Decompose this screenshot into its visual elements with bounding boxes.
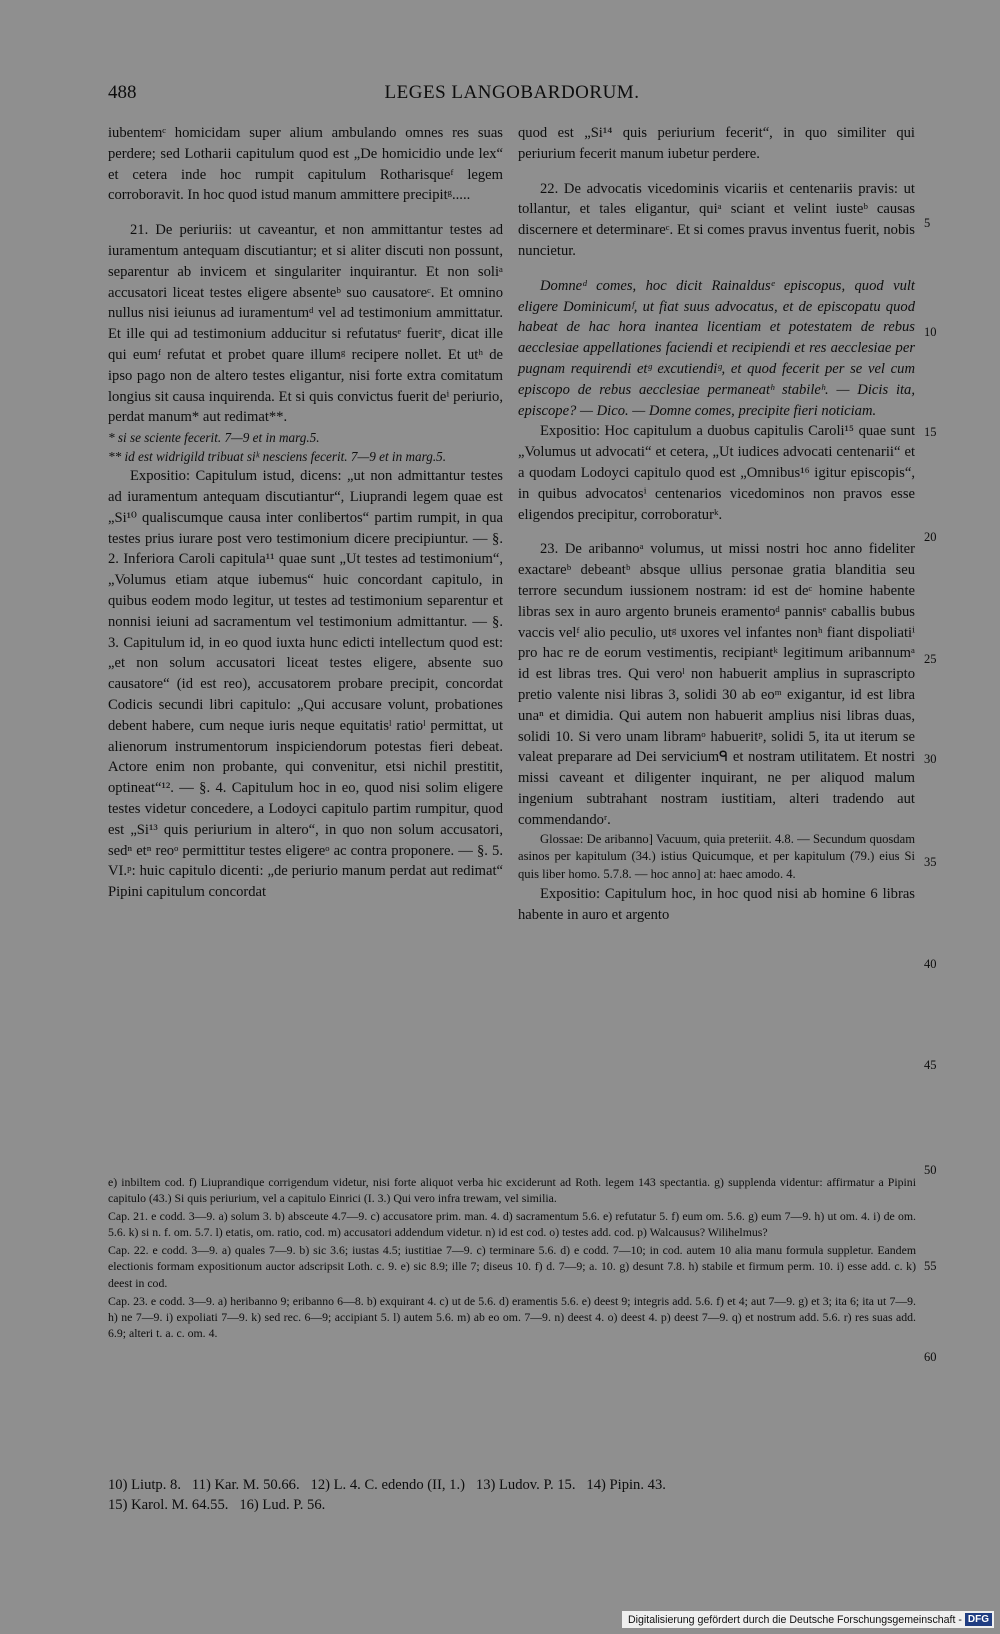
paragraph-gap: [518, 165, 915, 179]
dfg-logo: DFG: [965, 1613, 992, 1626]
right-column: [518, 123, 915, 925]
paragraph-gap: [518, 525, 915, 539]
paragraph: Expositio: Capitulum hoc, in hoc quod nisi ab homine 6 libras habente in auro et argento: [518, 885, 915, 923]
line-number: 5: [924, 216, 931, 230]
line-number: 20: [924, 530, 937, 544]
paragraph: Glossae: De aribanno] Vacuum, quia preteriit. 4.8. — Secundum quosdam asinos per kapitulum (34.) istius Quicumque, et per kapitulum (79.) eius Si quis liber homo. 5.7.8. — hoc anno] at: haec amodo. 4.: [518, 831, 915, 882]
paragraph-gap: [518, 262, 915, 276]
apparatus-entry: Cap. 22. e codd. 3—9. a) quales 7—9. b) sic 3.6; iustas 4.5; iustitiae 7—9. c) terminare 5.6. d) e codd. 7—10; in cod. autem 10 alia manu formula suppletur. Eandem electionis formam expositionum auctor adscripsit Loth. c. 9. e) sic 8.9; ille 7; diseus 10. f) d. 7—9; a. 10. g) desunt 7.8. h) stabile et firmum perm. 10. i) esse add. c. k) deest in cod.: [108, 1243, 916, 1290]
dfg-footer: [622, 1611, 994, 1628]
paragraph: quod est „Si¹⁴ quis periurium fecerit“, in quo similiter qui periurium fecerit manum iubetur perdere.: [518, 125, 915, 162]
line-number: 35: [924, 855, 937, 869]
line-number: 40: [924, 957, 937, 971]
apparatus-entry: e) inbiltem cod. f) Liuprandique corrigendum videtur, nisi forte aliquot verba hic exciderunt ad Roth. legem 143 spectantia. g) supplenda videntur: affirmatur a Pipini capitulo (43.) Si quis periurium, vel a capitulo Einrici (I. 3.) Qui vero infra trewam, vel similia.: [108, 1175, 916, 1206]
line-number: 30: [924, 752, 937, 766]
paragraph: iubentemᶜ homicidam super alium ambulando omnes res suas perdere; sed Lotharii capitulum quod est „De homicidio unde lex“ et cetera inde hoc rumpit capitulum Rotharisqueᶠ legem corroboravit. In hoc quod istud manum ammittere precipitᵍ.....: [108, 125, 503, 204]
paragraph: 22. De advocatis vicedominis vicariis et centenariis pravis: ut tollantur, et tales eligantur, quiᵃ sciant et velint iusteᵇ causas discernere et determinareᶜ. Et si comes pravus inventus fuerit, nobis nuncietur.: [518, 180, 915, 259]
line-number: 45: [924, 1058, 937, 1072]
left-column: [108, 123, 503, 903]
paragraph: 21. De periuriis: ut caveantur, et non ammittantur testes ad iuramentum antequam discutiantur; et si aliter discuti non possunt, separentur ab invicem et singulariter inquirantur. Et non soliᵃ accusatori liceat testes eligere absenteᵇ suo causatoreᶜ. Et omnino nullus nisi ieiunus ad iuramentumᵈ vel ad testimonium ammittatur. Et ille qui ad testimonium adducitur si refutatusᵉ fueritᵉ, dicat ille qui eumᶠ refutat et probet quare illumᵍ recipere nollet. Et utʰ de ipso pago non de altero testes eligantur, nisi forte extra comitatum longius sit causa inquirenda. Et si quis convictus fuerit deⁱ periurio, perdat manum* aut redimat**.: [108, 222, 503, 426]
paragraph: Domneᵈ comes, hoc dicit Rainaldusᵉ episcopus, quod vult eligere Dominicumᶠ, ut fiat suus advocatus, et de episcopatu quod habeat de hac hora inantea licentiam et potestatem de rebus aecclesiae appellationes faciendi et recipiendi et res aecclesiae per pugnam requirendi etᵍ excutiendiᵍ, et quod fecerit per se vel cum episcopo de rebus aecclesiae permaneatʰ stabileʰ. — Dicis ita, episcope? — Dico. — Domne comes, precipite fieri noticiam.: [518, 277, 915, 419]
running-title: LEGES LANGOBARDORUM.: [384, 82, 640, 103]
line-number: 55: [924, 1259, 937, 1273]
line-number: 25: [924, 652, 937, 666]
paragraph: * si se sciente fecerit. 7—9 et in marg.5.: [108, 430, 320, 446]
page-number: 488: [108, 82, 137, 103]
apparatus-entry: Cap. 21. e codd. 3—9. a) solum 3. b) absceute 4.7—9. c) accusatore prim. man. 4. d) sacramentum 5.6. e) refutatur 5. f) eum om. 5.6. g) eum 7—9. h) ut om. 4. i) de om. 5.6. k) si n. f. om. 5.7. l) etatis, om. ratio, cod. m) accusatori addendum videtur. n) id est cod. o) testes add. cod. p) Walcausus? Wilihelmus?: [108, 1209, 916, 1240]
apparatus-entry: Cap. 23. e codd. 3—9. a) heribanno 9; eribanno 6—8. b) exquirant 4. c) ut de 5.6. d) eramentis 5.6. e) deest 9; integris add. 5.6. f) et 4; aut 7—9. g) et 3; ita 6; ita ut 7—9. h) ne 7—9. i) expoliati 7—9. k) sed rec. 6—9; accipiant 5. l) autem 5.6. m) ab eo om. 7—9. n) deest 4. o) deest 4. p) deest 7—9. q) et nostrum add. 5.6. r) res suas add. 6.9; alteri t. a. c. om. 4.: [108, 1293, 916, 1340]
paragraph-gap: [108, 206, 503, 220]
source-references: [108, 1475, 916, 1516]
reference-line: 10) Liutp. 8. 11) Kar. M. 50.66. 12) L. 4. C. edendo (II, 1.) 13) Ludov. P. 15. 14) Pipin. 43.: [108, 1477, 666, 1493]
line-number: 60: [924, 1350, 937, 1364]
line-number: 15: [924, 425, 937, 439]
paragraph: Expositio: Capitulum istud, dicens: „ut non admittantur testes ad iuramentum antequam discutiantur“, Liuprandi legem quae est „Si¹⁰ qualiscumque causa inter conlibertos“ partim rumpit, in qua testes prius iurare post vero testimonium dicere precipiuntur. — §. 2. Inferiora Caroli capitula¹¹ quae sunt „Ut testes ad testimonium“, „Volumus etiam atque iubemus“ huic concordant capitulo, in quibus eodem modo legitur, ut testes ad testimonium separentur et nonnisi ieiuni ad sacramentum vel testimonium admittantur. — §. 3. Capitulum id, in eo quod iuxta hunc edicti intellectum quod est: „et non solum accusatori liceat testes eligere, absente suo causatore“ (id est reo), accusatorem probare precipit, concordat Codicis secundi libri capitulo: „Qui accusare volunt, probationes debent habere, cum neque iuris neque equitatisˡ ratioˡ permittat, ut alienorum instrumentorum inspiciendorum potestas fieri debeat. Actore enim non probante, qui convenitur, etsi nichil prestitit, optineat“¹². — §. 4. Capitulum hoc in eo, quod nisi solim eligere testes videtur concedere, a Lodoyci capitulo partim rumpitur, quod est „Si¹³ quis periurium in altero“, in quo non solum accusatori, sedⁿ etⁿ reoᵒ permittitur testes eligereᵒ ac contra proponere. — §. 5. VI.ᵖ: huic capitulo dicenti: „de periurio manum perdat aut redimat“ Pipini capitulum concordat: [108, 468, 503, 901]
paragraph: ** id est widrigild tribuat siᵏ nesciens fecerit. 7—9 et in marg.5.: [108, 449, 447, 465]
page-header: [108, 82, 916, 110]
paragraph: Expositio: Hoc capitulum a duobus capitulis Caroli¹⁵ quae sunt „Volumus ut advocati“ et cetera, „Ut iudices advocati centenarii“ et a quodam Lodoyci capitulo quod est „Omnibus¹⁶ igitur episcopis“, in quibus advocatosⁱ centenarios vicedominos non pravos esse eligendos precipitur, corroboraturᵏ.: [518, 423, 915, 523]
paragraph: 23. De aribannoᵃ volumus, ut missi nostri hoc anno fideliter exactareᵇ debeantᵇ absque ullius personae gratia blanditia seu terrore secundum iussionem nostram: id est deᶜ homine habente libras sex in auro argento bruneis eramentoᵈ pannisᵉ caballis bubus vaccis velᶠ alio peculio, utᵍ uxores vel infantes nonʰ fiant dispoliatiⁱ pro hac re de eorum vestimentis, recipiantᵏ legitimum aribannumᵃ id est libras tres. Qui veroˡ non habuerit amplius in suprascripto pretio valente nisi libras 3, solidi 30 ab eoᵐ exigantur, id est libra unaⁿ et dimidia. Qui autem non habuerit amplius nisi libras duas, solidi 10. Si vero unam libramᵒ habueritᵖ, solidi 5, ita ut iterum se valeat preparare ad Dei serviciumᑫ et nostram utilitatem. Et nostri missi caveant et diligenter inquirant, ne per aliquod malum ingenium subtrahant nostram iustitiam, alteri tradendo aut commendandoʳ.: [518, 541, 915, 828]
line-number: 10: [924, 325, 937, 339]
line-number: 50: [924, 1163, 937, 1177]
critical-apparatus: [108, 1174, 916, 1343]
reference-line: 15) Karol. M. 64.55. 16) Lud. P. 56.: [108, 1497, 326, 1514]
footer-text: Digitalisierung gefördert durch die Deutsche Forschungsgemeinschaft -: [628, 1613, 962, 1626]
